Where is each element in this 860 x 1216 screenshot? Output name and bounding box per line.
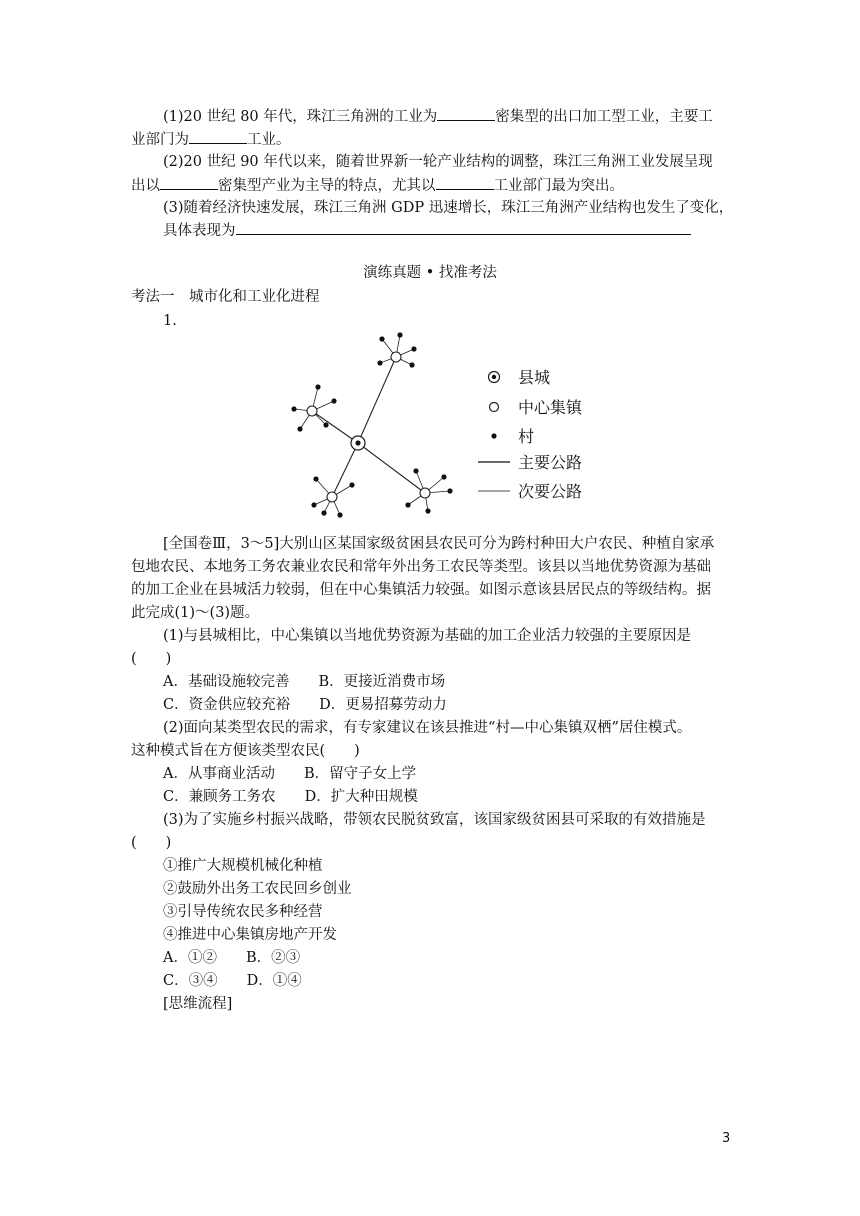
- q2-options-row-1: A．从事商业活动 B．留守子女上学: [163, 766, 417, 782]
- q-intro-line-5: (3)随着经济快速发展，珠江三角洲 GDP 迅速增长，珠江三角洲产业结构也发生了变化，: [163, 200, 734, 216]
- q2-options-row-2: C．兼顾务工务农 D．扩大种田规模: [163, 789, 418, 805]
- central-town-icon: [490, 403, 499, 412]
- legend-label-secondary-road: 次要公路: [518, 482, 583, 501]
- settlement-hierarchy-diagram: [280, 325, 610, 520]
- q2-text-2: 这种模式旨在方便该类型农民( ): [131, 743, 360, 759]
- q-intro-line-1: (1)20 世纪 80 年代，珠江三角洲的工业为 密集型的出口加工型工业，主要工: [163, 106, 713, 127]
- q3-options-row-1: A．①② B．②③: [163, 950, 301, 966]
- q3-item-3: ③引导传统农民多种经营: [163, 904, 323, 920]
- q3-item-1: ①推广大规模机械化种植: [163, 858, 323, 874]
- q3-item-4: ④推进中心集镇房地产开发: [163, 927, 337, 943]
- legend-label-village: 村: [518, 427, 535, 446]
- legend: [478, 368, 583, 501]
- q3-options-row-2: C．③④ D．①④: [163, 973, 302, 989]
- question-number: 1.: [163, 313, 177, 329]
- method-title: 考法一 城市化和工业化进程: [131, 289, 320, 305]
- q1-text: (1)与县城相比，中心集镇以当地优势资源为基础的加工企业活力较强的主要原因是: [163, 628, 692, 644]
- blank-4: [436, 175, 494, 190]
- q-intro-line-4: 出以 密集型产业为主导的特点，尤其以 工业部门最为突出。: [131, 175, 624, 196]
- q1-options-row-1: A．基础设施较完善 B．更接近消费市场: [163, 674, 446, 690]
- legend-label-main-road: 主要公路: [518, 453, 583, 472]
- thinking-flow-label: [思维流程]: [163, 996, 233, 1012]
- q-intro-line-6: 具体表现为: [163, 220, 691, 241]
- blank-5: [236, 220, 691, 235]
- page-number: 3: [722, 1131, 731, 1146]
- q1-options-row-2: C．资金供应较充裕 D．更易招募劳动力: [163, 697, 447, 713]
- q1-paren: ( ): [131, 651, 172, 667]
- q-intro-line-3: (2)20 世纪 90 年代以来，随着世界新一轮产业结构的调整，珠江三角洲工业发展呈现: [163, 154, 713, 170]
- stem-line-2: 包地农民、本地务工务农兼业农民和常年外出务工农民等类型。该县以当地优势资源为基础: [131, 559, 711, 575]
- q2-text: (2)面向某类型农民的需求，有专家建议在该县推进“村—中心集镇双栖”居住模式。: [163, 720, 692, 736]
- stem-line-3: 的加工企业在县城活力较弱，但在中心集镇活力较强。如图示意该县居民点的等级结构。据: [131, 582, 711, 598]
- blank-1: [437, 106, 495, 121]
- q3-text: (3)为了实施乡村振兴战略，带领农民脱贫致富，该国家级贫困县可采取的有效措施是: [163, 812, 706, 828]
- stem-line-4: 此完成(1)～(3)题。: [131, 605, 260, 621]
- stem-line-1: [全国卷Ⅲ，3～5]大别山区某国家级贫困县农民可分为跨村种田大户农民、种植自家承: [163, 536, 715, 552]
- q-intro-line-2: 业部门为 工业。: [131, 129, 291, 150]
- blank-3: [160, 175, 218, 190]
- county-town-icon: [489, 372, 500, 383]
- blank-2: [189, 129, 247, 144]
- q3-paren: ( ): [131, 835, 172, 851]
- legend-label-county-town: 县城: [518, 368, 551, 387]
- village-icon: [491, 433, 496, 438]
- q3-item-2: ②鼓励外出务工农民回乡创业: [163, 881, 352, 897]
- county-town: [351, 436, 365, 450]
- legend-label-central-town: 中心集镇: [518, 398, 583, 417]
- section-title: 演练真题 • 找准考法: [363, 265, 497, 281]
- main-roads: [312, 357, 425, 497]
